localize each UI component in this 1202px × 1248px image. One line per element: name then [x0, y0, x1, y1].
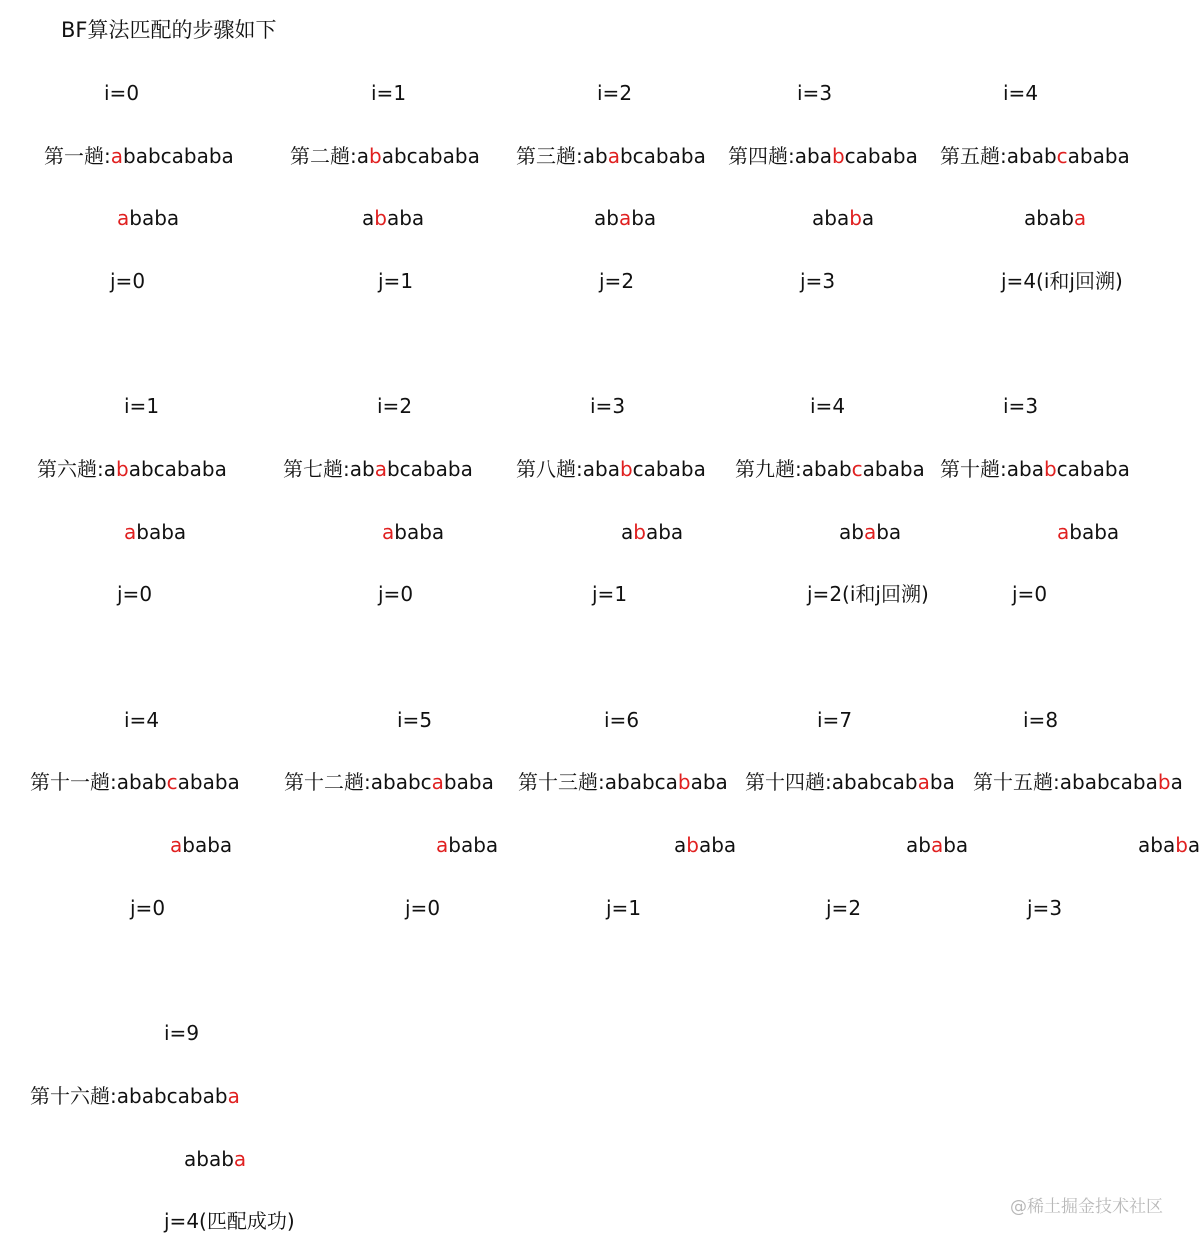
pattern-highlight: a — [124, 520, 137, 544]
step-pattern-string — [362, 205, 424, 231]
main-pre: ababcaba — [1059, 770, 1158, 794]
pattern-highlight: a — [1073, 206, 1087, 230]
main-highlight: a — [607, 144, 620, 168]
main-post: abcababa — [128, 457, 227, 481]
step-i-index: i=4 — [1003, 81, 1039, 105]
pattern-post: baba — [129, 206, 180, 230]
main-post: cababa — [844, 144, 918, 168]
trip-label: 第四趟: — [728, 144, 795, 168]
step-j-index: j=3 — [1027, 896, 1063, 920]
trip-label: 第六趟: — [37, 457, 104, 481]
main-highlight: a — [917, 770, 930, 794]
step-i-index: i=5 — [397, 708, 433, 732]
step-main-string — [516, 456, 706, 482]
main-highlight: b — [116, 457, 129, 481]
pattern-highlight: b — [686, 833, 699, 857]
step-pattern-string — [906, 832, 968, 858]
pattern-post: aba — [645, 520, 684, 544]
step-i-index: i=0 — [104, 81, 140, 105]
pattern-highlight: b — [633, 520, 646, 544]
pattern-highlight: a — [1057, 520, 1070, 544]
step-j-index: j=0 — [1012, 582, 1048, 606]
pattern-post: ba — [631, 206, 657, 230]
main-post: babcababa — [123, 144, 234, 168]
step-pattern-string — [382, 519, 444, 545]
step-main-string — [30, 769, 240, 795]
step-pattern-string — [124, 519, 186, 545]
pattern-pre: abab — [1024, 206, 1074, 230]
pattern-post: aba — [386, 206, 425, 230]
step-j-index: j=2 — [599, 269, 635, 293]
step-i-index: i=3 — [590, 394, 626, 418]
main-pre: abab — [1006, 144, 1057, 168]
main-pre: a — [103, 457, 117, 481]
pattern-post: baba — [1069, 520, 1120, 544]
main-pre: ababcab — [831, 770, 918, 794]
step-main-string — [518, 769, 728, 795]
pattern-post: aba — [698, 833, 737, 857]
step-i-index: i=3 — [1003, 394, 1039, 418]
step-main-string — [745, 769, 955, 795]
main-pre: a — [356, 144, 370, 168]
step-i-index: i=2 — [597, 81, 633, 105]
main-highlight: b — [369, 144, 382, 168]
main-highlight: b — [831, 144, 845, 168]
main-pre: ab — [582, 144, 608, 168]
trip-label: 第一趟: — [44, 144, 111, 168]
main-post: bcababa — [619, 144, 706, 168]
step-i-index: i=4 — [810, 394, 846, 418]
main-post: aba — [690, 770, 728, 794]
pattern-pre: a — [362, 206, 375, 230]
pattern-post: baba — [448, 833, 499, 857]
pattern-highlight: a — [618, 206, 632, 230]
pattern-pre: ab — [839, 520, 864, 544]
step-main-string — [728, 143, 918, 169]
step-j-index: j=1 — [606, 896, 642, 920]
trip-label: 第三趟: — [516, 144, 583, 168]
step-j-index: j=1 — [378, 269, 414, 293]
step-pattern-string — [1138, 832, 1200, 858]
step-i-index: i=8 — [1023, 708, 1059, 732]
step-i-index: i=7 — [817, 708, 853, 732]
step-pattern-string — [839, 519, 901, 545]
step-j-index: j=2(i和j回溯) — [807, 582, 929, 606]
pattern-pre: aba — [812, 206, 850, 230]
page-title: BF算法匹配的步骤如下 — [61, 18, 277, 42]
pattern-pre: aba — [1138, 833, 1176, 857]
step-main-string — [735, 456, 925, 482]
main-pre: aba — [1006, 457, 1044, 481]
step-main-string — [973, 769, 1183, 795]
pattern-pre: a — [621, 520, 634, 544]
step-i-index: i=2 — [377, 394, 413, 418]
pattern-highlight: a — [233, 1147, 247, 1171]
main-pre: aba — [582, 457, 620, 481]
step-main-string — [283, 456, 473, 482]
pattern-post: a — [861, 206, 875, 230]
main-pre: abab — [801, 457, 852, 481]
main-highlight: c — [851, 457, 863, 481]
step-main-string — [284, 769, 494, 795]
main-post: a — [1170, 770, 1183, 794]
step-j-index: j=0 — [378, 582, 414, 606]
pattern-post: ba — [876, 520, 902, 544]
main-post: ba — [929, 770, 955, 794]
main-pre: ababca — [604, 770, 678, 794]
step-j-index: j=0 — [130, 896, 166, 920]
main-pre: ababcabab — [116, 1084, 228, 1108]
trip-label: 第十三趟: — [518, 770, 605, 794]
main-pre: abab — [116, 770, 167, 794]
pattern-highlight: a — [170, 833, 183, 857]
step-i-index: i=4 — [124, 708, 160, 732]
trip-label: 第十六趟: — [30, 1084, 117, 1108]
pattern-highlight: a — [863, 520, 877, 544]
trip-label: 第二趟: — [290, 144, 357, 168]
step-main-string — [44, 143, 234, 169]
pattern-highlight: b — [374, 206, 387, 230]
step-j-index: j=0 — [117, 582, 153, 606]
main-highlight: a — [110, 144, 124, 168]
step-pattern-string — [117, 205, 179, 231]
step-pattern-string — [436, 832, 498, 858]
pattern-post: a — [1187, 833, 1201, 857]
step-j-index: j=4(匹配成功) — [164, 1209, 295, 1233]
main-highlight: b — [677, 770, 691, 794]
main-post: cababa — [1056, 457, 1130, 481]
trip-label: 第五趟: — [940, 144, 1007, 168]
main-post: ababa — [862, 457, 925, 481]
main-highlight: b — [1043, 457, 1057, 481]
pattern-pre: ab — [594, 206, 619, 230]
pattern-highlight: a — [117, 206, 130, 230]
step-main-string — [940, 143, 1130, 169]
trip-label: 第十四趟: — [745, 770, 832, 794]
main-highlight: a — [431, 770, 444, 794]
step-main-string — [30, 1083, 240, 1109]
step-j-index: j=0 — [405, 896, 441, 920]
step-main-string — [940, 456, 1130, 482]
step-main-string — [290, 143, 480, 169]
trip-label: 第十一趟: — [30, 770, 117, 794]
pattern-highlight: a — [436, 833, 449, 857]
pattern-highlight: a — [930, 833, 944, 857]
trip-label: 第十五趟: — [973, 770, 1060, 794]
step-j-index: j=1 — [592, 582, 628, 606]
step-j-index: j=3 — [800, 269, 836, 293]
pattern-post: ba — [943, 833, 969, 857]
main-highlight: a — [227, 1084, 240, 1108]
step-j-index: j=4(i和j回溯) — [1001, 269, 1123, 293]
step-j-index: j=2 — [826, 896, 862, 920]
step-pattern-string — [812, 205, 874, 231]
main-highlight: b — [1157, 770, 1171, 794]
step-main-string — [516, 143, 706, 169]
step-pattern-string — [1024, 205, 1086, 231]
step-i-index: i=1 — [371, 81, 407, 105]
step-pattern-string — [184, 1146, 246, 1172]
trip-label: 第七趟: — [283, 457, 350, 481]
step-pattern-string — [594, 205, 656, 231]
main-post: ababa — [177, 770, 240, 794]
main-highlight: c — [1056, 144, 1068, 168]
step-i-index: i=1 — [124, 394, 160, 418]
pattern-highlight: b — [1175, 833, 1188, 857]
main-pre: aba — [794, 144, 832, 168]
pattern-pre: ab — [906, 833, 931, 857]
pattern-pre: a — [674, 833, 687, 857]
step-pattern-string — [1057, 519, 1119, 545]
main-post: bcababa — [386, 457, 473, 481]
step-main-string — [37, 456, 227, 482]
main-highlight: a — [374, 457, 387, 481]
trip-label: 第十趟: — [940, 457, 1007, 481]
main-post: cababa — [632, 457, 706, 481]
main-pre: ab — [349, 457, 375, 481]
step-pattern-string — [621, 519, 683, 545]
trip-label: 第九趟: — [735, 457, 802, 481]
main-highlight: c — [166, 770, 178, 794]
main-pre: ababc — [370, 770, 432, 794]
step-i-index: i=6 — [604, 708, 640, 732]
pattern-highlight: a — [382, 520, 395, 544]
main-post: abcababa — [381, 144, 480, 168]
main-highlight: b — [619, 457, 633, 481]
step-j-index: j=0 — [110, 269, 146, 293]
main-post: ababa — [1067, 144, 1130, 168]
step-pattern-string — [674, 832, 736, 858]
step-i-index: i=3 — [797, 81, 833, 105]
pattern-pre: abab — [184, 1147, 234, 1171]
main-post: baba — [443, 770, 494, 794]
pattern-post: baba — [394, 520, 445, 544]
step-i-index: i=9 — [164, 1021, 200, 1045]
pattern-post: baba — [182, 833, 233, 857]
step-pattern-string — [170, 832, 232, 858]
pattern-post: baba — [136, 520, 187, 544]
trip-label: 第十二趟: — [284, 770, 371, 794]
pattern-highlight: b — [849, 206, 862, 230]
watermark: @稀土掘金技术社区 — [1010, 1197, 1163, 1217]
trip-label: 第八趟: — [516, 457, 583, 481]
